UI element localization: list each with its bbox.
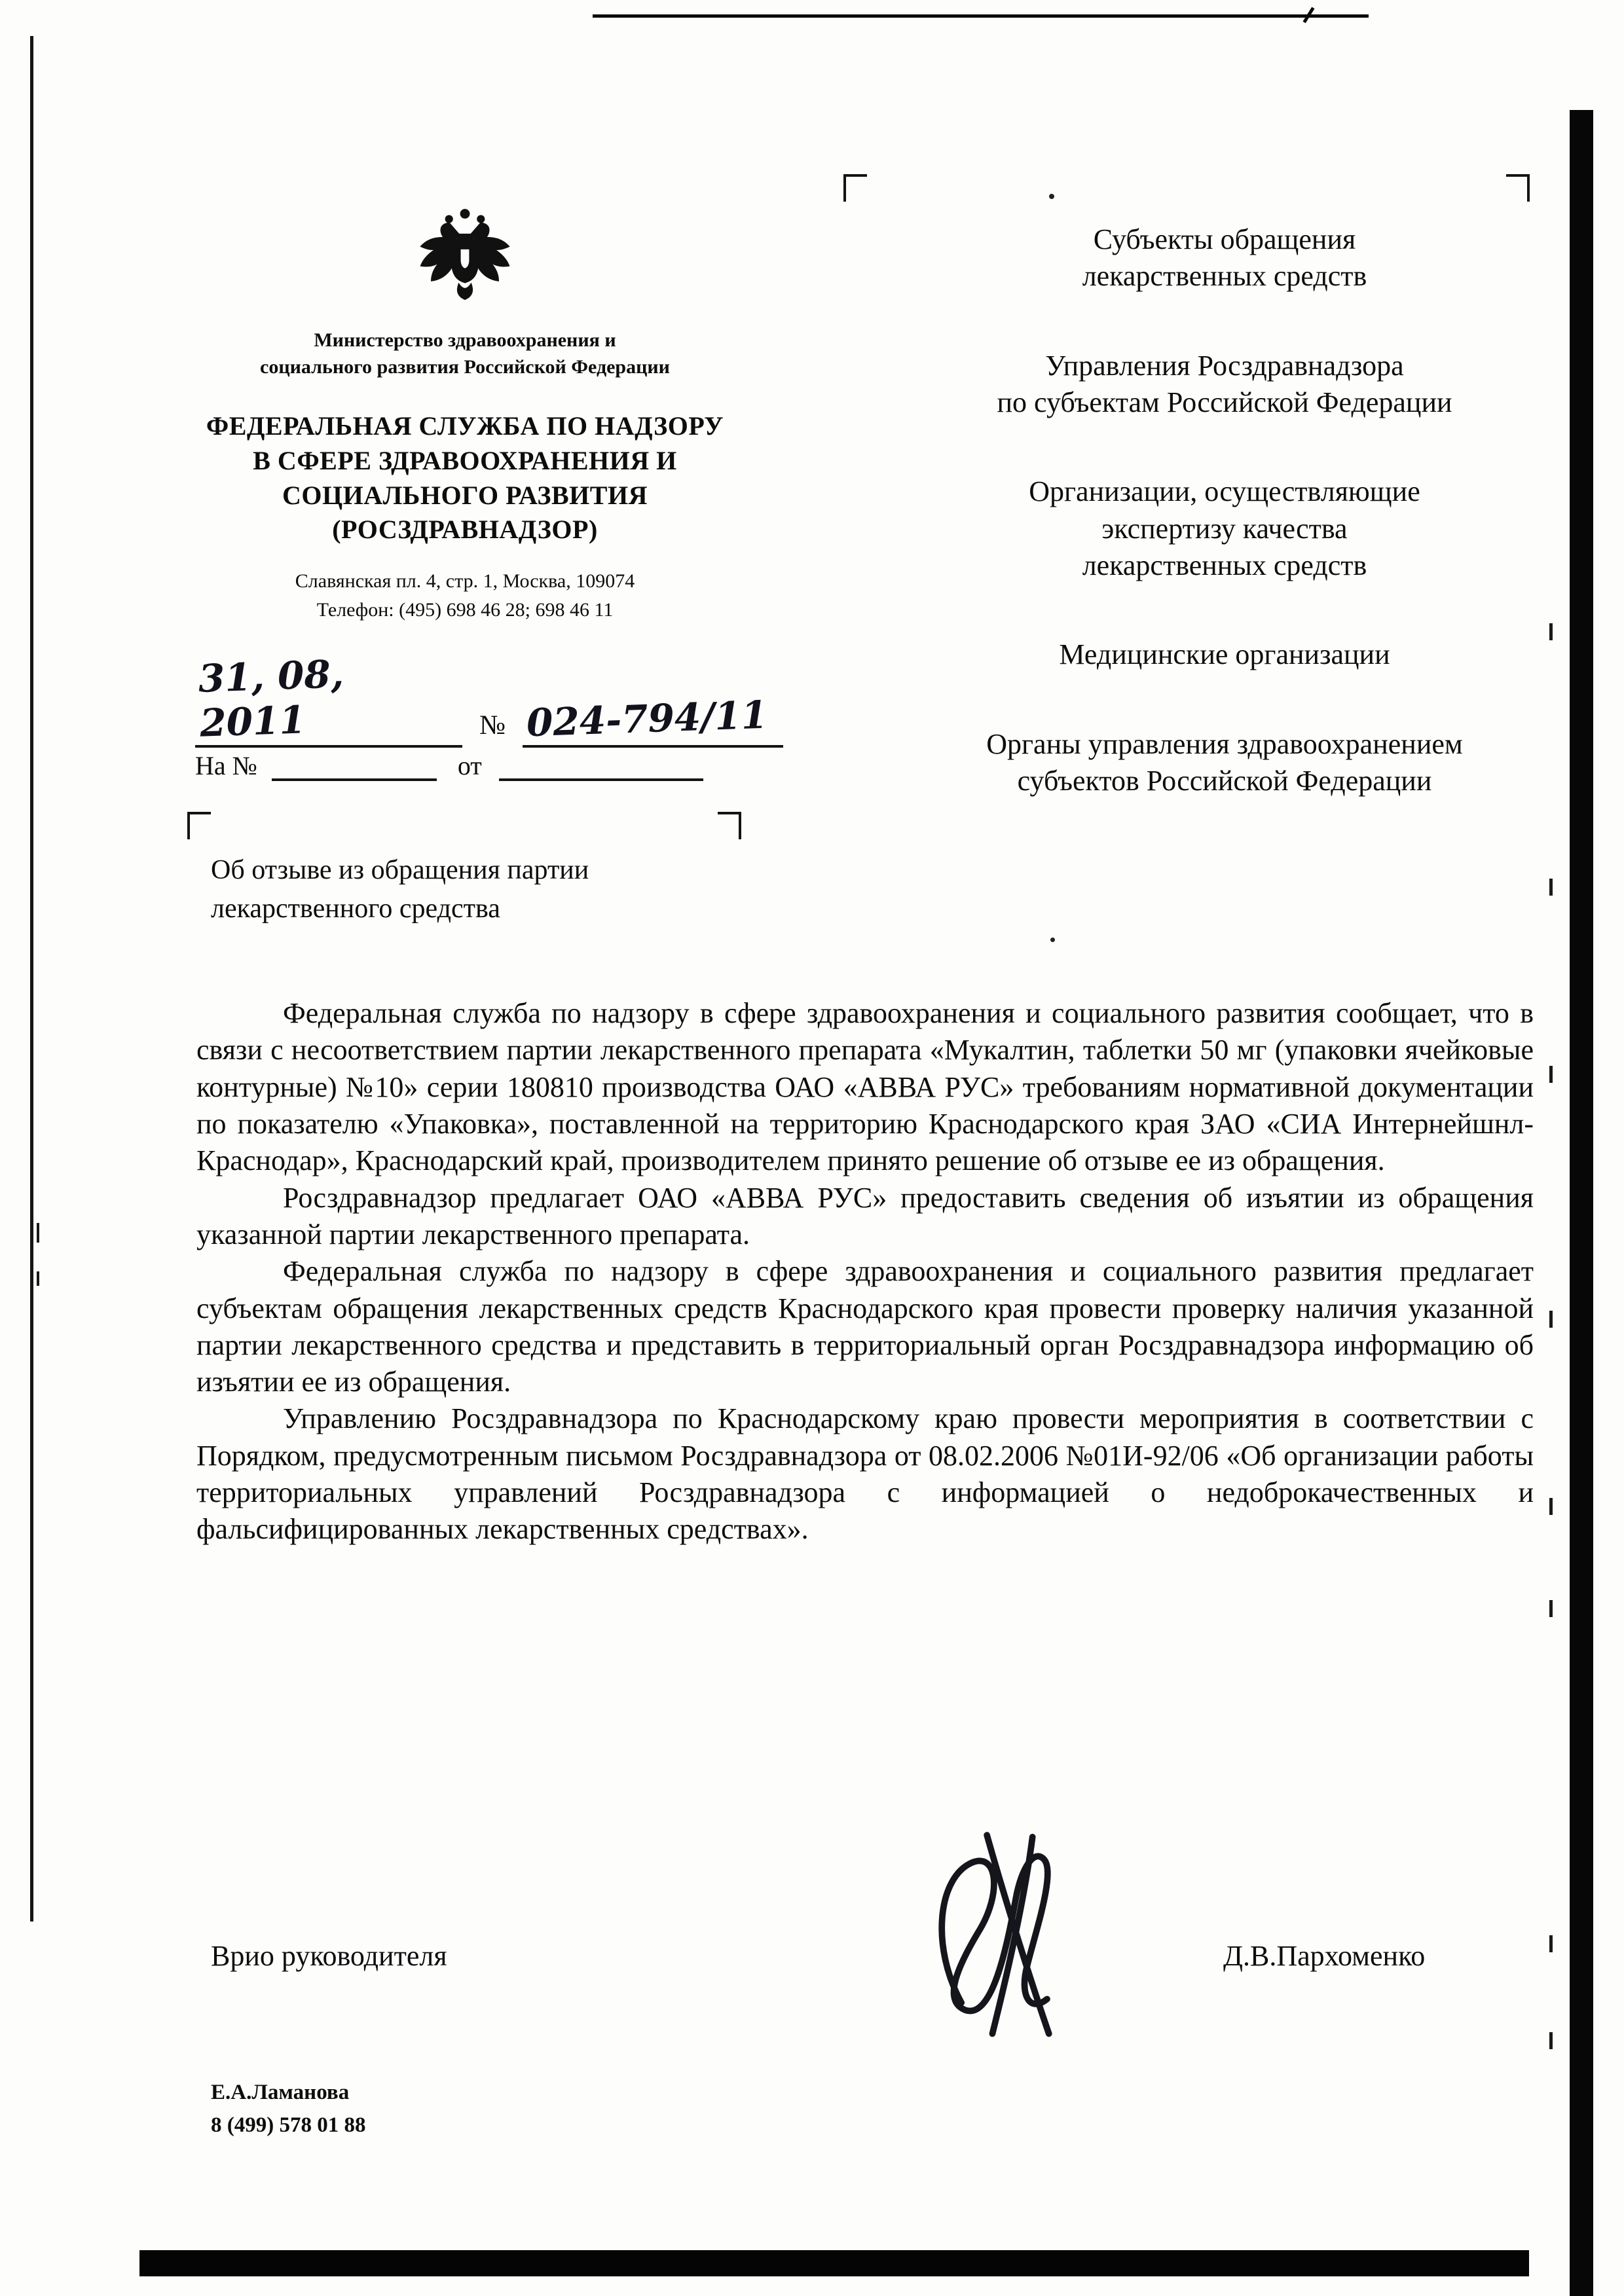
- coat-of-arms-icon: [177, 208, 753, 308]
- recipient-group: [891, 726, 1559, 800]
- number-field: [523, 692, 783, 748]
- recipient-line: Управления Росздравнадзора: [1045, 349, 1404, 382]
- scan-noise-dash: [1549, 1935, 1553, 1952]
- ministry-name: [177, 327, 753, 380]
- subject-block: [211, 851, 589, 928]
- letter-body: [196, 995, 1534, 1548]
- recipients-block: [891, 221, 1559, 852]
- scan-noise-dash: [1549, 1600, 1553, 1617]
- service-line: СОЦИАЛЬНОГО РАЗВИТИЯ: [282, 480, 648, 510]
- recipient-group: [891, 636, 1559, 673]
- scan-artifact-left-line: [30, 36, 33, 1922]
- subject-line: лекарственного средства: [211, 893, 500, 924]
- handwritten-date: 31, 08, 2011: [197, 651, 344, 746]
- reference-number-blank: [272, 752, 437, 781]
- corner-mark-recipients-right: [1506, 174, 1530, 202]
- scan-noise-dash: [1549, 1066, 1553, 1083]
- recipient-group: [891, 221, 1559, 295]
- signer-name: Д.В.Пархоменко: [1223, 1940, 1426, 1972]
- scan-noise-mark: [37, 1271, 39, 1286]
- recipient-line: Субъекты обращения: [1093, 223, 1356, 255]
- scan-noise-dash: [1549, 2032, 1553, 2049]
- recipient-line: лекарственных средств: [1082, 549, 1367, 581]
- corner-mark-recipients-left: [843, 174, 867, 202]
- corner-mark-subject-left: [187, 812, 211, 839]
- recipient-line: по субъектам Российской Федерации: [997, 386, 1452, 418]
- executor-name: Е.А.Ламанова: [211, 2081, 350, 2104]
- reference-label-na: На №: [195, 751, 257, 780]
- signer-position: Врио руководителя: [211, 1940, 447, 1972]
- recipient-line: лекарственных средств: [1082, 260, 1367, 293]
- scan-noise-speck: [1049, 194, 1054, 199]
- phone-line: Телефон: (495) 698 46 28; 698 46 11: [316, 598, 614, 621]
- scan-artifact-bottom-bar: [139, 2250, 1529, 2276]
- scan-noise-dash: [1549, 1311, 1553, 1328]
- body-paragraph: Федеральная служба по надзору в сфере здравоохранения и социального развития предлагает субъектам обращения лекарственных средств Краснодарского края провести проверку наличия указанной партии лекарственного средства и представить в территориальный орган Росздравнадзора информацию об изъятии ее из обращения.: [196, 1255, 1534, 1398]
- service-line: ФЕДЕРАЛЬНАЯ СЛУЖБА ПО НАДЗОРУ: [206, 411, 724, 441]
- service-name: [177, 409, 753, 547]
- scan-noise-dash: [1549, 1498, 1553, 1515]
- reference-date-blank: [499, 752, 703, 781]
- reference-row: [195, 750, 703, 781]
- recipient-line: субъектов Российской Федерации: [1017, 764, 1432, 797]
- scan-artifact-top-line: [593, 14, 1369, 18]
- recipient-group: [891, 473, 1559, 584]
- scan-noise-dash: [1549, 879, 1553, 896]
- service-line: (РОСЗДРАВНАДЗОР): [332, 515, 598, 545]
- body-paragraph: Федеральная служба по надзору в сфере здравоохранения и социального развития сообщает, что в связи с несоответствием партии лекарственного препарата «Мукалтин, таблетки 50 мг (упаковки ячейковые контурные) №10» серии 180810 производства ОАО «АВВА РУС» требованиям нормативной документации по показателю «Упаковка», поставленной на территорию Краснодарского края ЗАО «СИА Интернейшнл-Краснодар», Краснодарский край, производителем принято решение об отзыве ее из обращения.: [196, 997, 1534, 1177]
- number-sign: №: [479, 710, 506, 740]
- corner-mark-subject-right: [718, 812, 741, 839]
- signature-autograph-icon: [896, 1806, 1105, 2045]
- recipient-line: Организации, осуществляющие: [1029, 475, 1420, 508]
- service-line: В СФЕРЕ ЗДРАВООХРАНЕНИЯ И: [253, 445, 677, 475]
- body-paragraph: Росздравнадзор предлагает ОАО «АВВА РУС» предоставить сведения об изъятии из обращения указанной партии лекарственного препарата.: [196, 1181, 1534, 1250]
- document-number-row: [195, 652, 783, 748]
- executor-block: [211, 2077, 365, 2141]
- executor-phone: 8 (499) 578 01 88: [211, 2113, 366, 2137]
- letterhead: [177, 208, 753, 624]
- recipient-line: Органы управления здравоохранением: [986, 727, 1463, 760]
- recipient-group: [891, 348, 1559, 422]
- scan-noise-mark: [37, 1223, 39, 1243]
- address-line: Славянская пл. 4, стр. 1, Москва, 109074: [295, 570, 635, 592]
- recipient-line: Медицинские организации: [1059, 638, 1390, 671]
- scan-noise-speck: [1050, 938, 1055, 942]
- ministry-line: социального развития Российской Федерации: [260, 355, 670, 378]
- scan-artifact-right-bar: [1570, 110, 1593, 2296]
- subject-line: Об отзыве из обращения партии: [211, 855, 589, 885]
- reference-label-ot: от: [457, 751, 482, 780]
- date-field: [195, 652, 462, 748]
- body-paragraph: Управлению Росздравнадзора по Краснодарскому краю провести мероприятия в соответствии с Порядком, предусмотренным письмом Росздравнадзора от 08.02.2006 №01И-92/06 «Об организации работы территориальных управлений Росздравнадзора с информацией о недоброкачественных и фальсифицированных лекарственных средствах».: [196, 1402, 1534, 1546]
- ministry-line: Министерство здравоохранения и: [314, 329, 616, 351]
- handwritten-number: 024-794/11: [526, 692, 769, 746]
- recipient-line: экспертизу качества: [1101, 512, 1348, 545]
- contact-block: [177, 567, 753, 624]
